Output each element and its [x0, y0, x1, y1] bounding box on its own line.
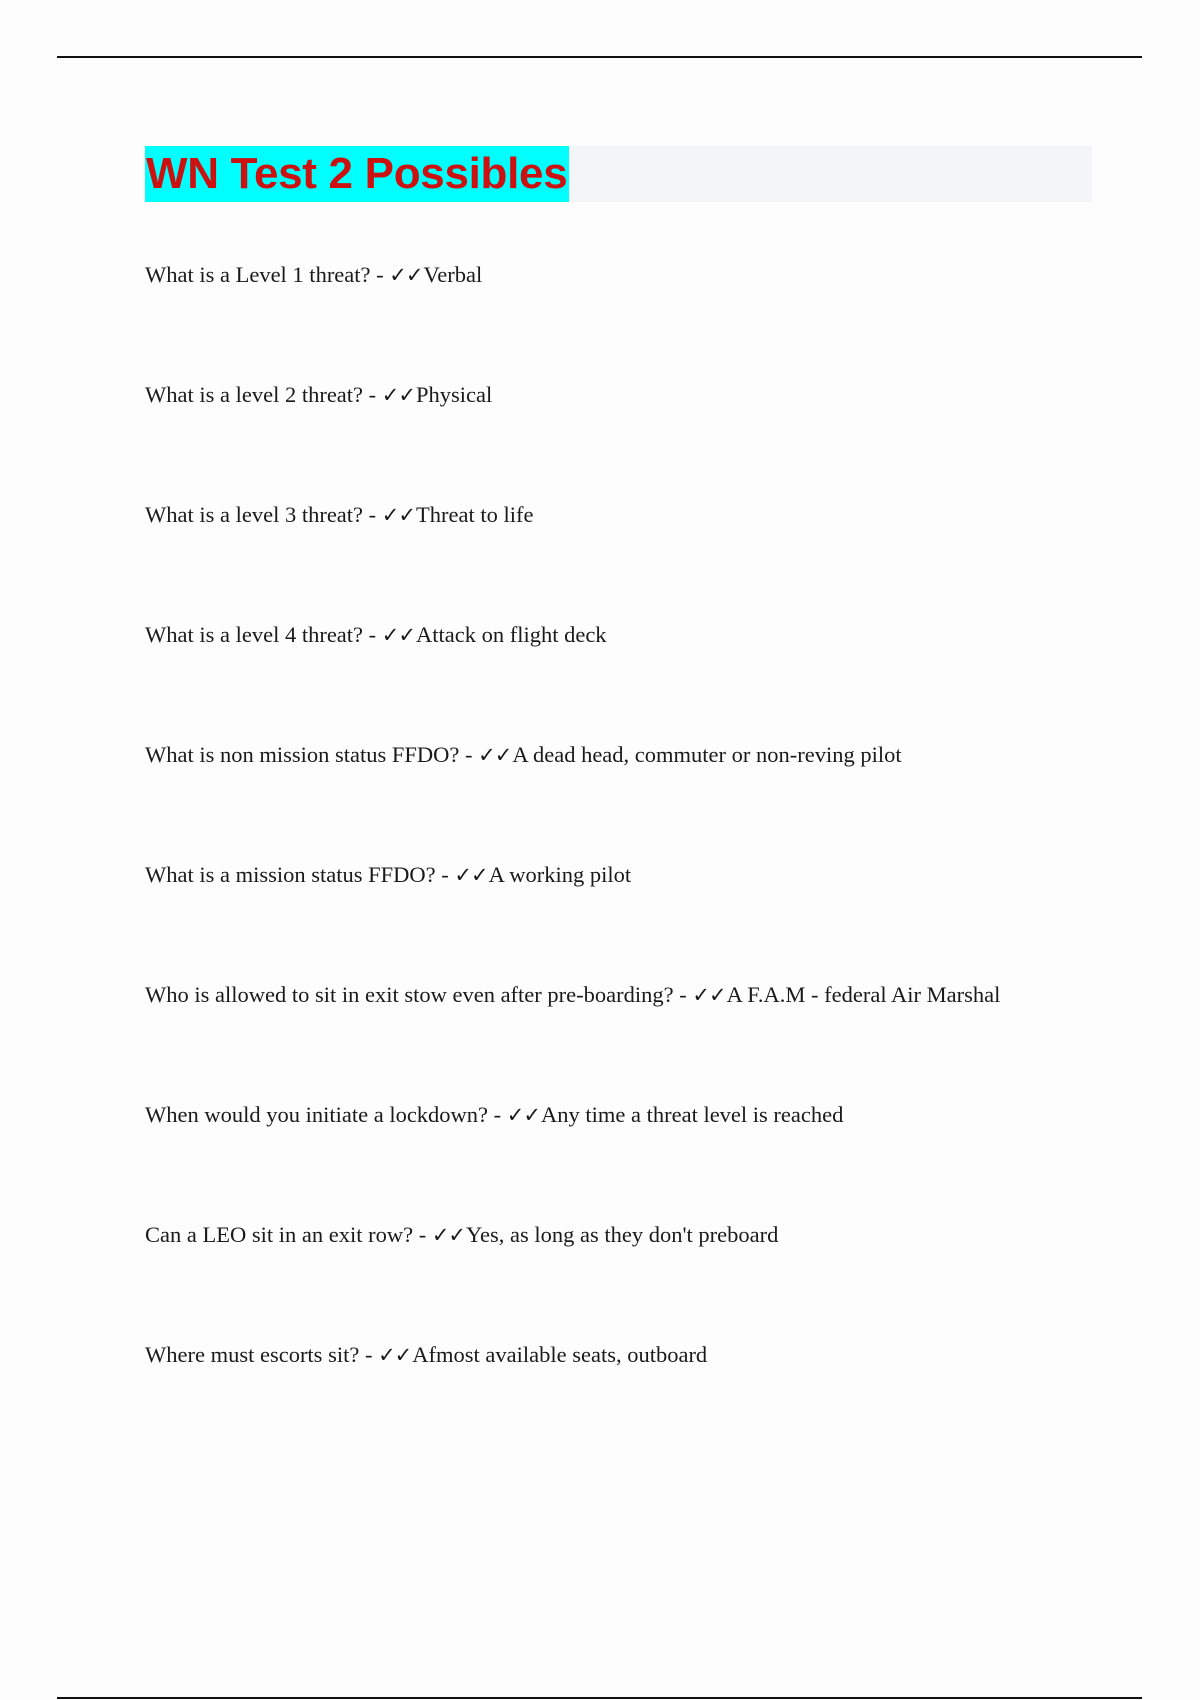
answer-text: A working pilot: [488, 862, 632, 887]
question-text: When would you initiate a lockdown?: [145, 1102, 489, 1127]
qa-item: [145, 378, 1145, 498]
question-text: What is a mission status FFDO?: [145, 862, 436, 887]
footer-rule: [57, 1697, 1142, 1699]
answer-text: Yes, as long as they don't preboard: [466, 1222, 779, 1247]
header-rule: [57, 56, 1142, 58]
qa-item: [145, 858, 1145, 978]
separator: -: [363, 502, 382, 527]
question-text: What is non mission status FFDO?: [145, 742, 460, 767]
question-text: What is a level 4 threat?: [145, 622, 364, 647]
document-title: WN Test 2 Possibles: [145, 146, 569, 202]
separator: -: [363, 622, 382, 647]
question-text: What is a level 3 threat?: [145, 502, 364, 527]
double-check-icon: ✓✓: [478, 743, 512, 767]
separator: -: [413, 1222, 432, 1247]
double-check-icon: ✓✓: [389, 263, 423, 287]
qa-item: [145, 1338, 1145, 1458]
answer-text: Any time a threat level is reached: [541, 1102, 844, 1127]
qa-list: [145, 258, 1145, 1458]
double-check-icon: ✓✓: [454, 863, 488, 887]
qa-item: [145, 738, 1145, 858]
separator: -: [488, 1102, 507, 1127]
double-check-icon: ✓✓: [381, 503, 415, 527]
double-check-icon: ✓✓: [381, 383, 415, 407]
answer-text: A F.A.M - federal Air Marshal: [726, 982, 1001, 1007]
answer-text: Afmost available seats, outboard: [412, 1342, 708, 1367]
qa-item: [145, 1218, 1145, 1338]
qa-item: [145, 1098, 1145, 1218]
separator: -: [370, 262, 390, 287]
double-check-icon: ✓✓: [378, 1343, 412, 1367]
separator: -: [673, 982, 693, 1007]
separator: -: [459, 742, 479, 767]
question-text: Can a LEO sit in an exit row?: [145, 1222, 414, 1247]
answer-text: A dead head, commuter or non-reving pilot: [512, 742, 902, 767]
double-check-icon: ✓✓: [381, 623, 415, 647]
qa-item: [145, 498, 1145, 618]
double-check-icon: ✓✓: [506, 1103, 540, 1127]
question-text: Where must escorts sit?: [145, 1342, 360, 1367]
question-text: Who is allowed to sit in exit stow even after pre-boarding?: [145, 982, 674, 1007]
answer-text: Verbal: [423, 262, 483, 287]
question-text: What is a level 2 threat?: [145, 382, 364, 407]
qa-item: [145, 258, 1145, 378]
separator: -: [435, 862, 455, 887]
separator: -: [363, 382, 382, 407]
question-text: What is a Level 1 threat?: [145, 262, 371, 287]
answer-text: Physical: [415, 382, 493, 407]
answer-text: Threat to life: [415, 502, 534, 527]
qa-item: [145, 618, 1145, 738]
double-check-icon: ✓✓: [431, 1223, 466, 1247]
qa-item: [145, 978, 1145, 1098]
answer-text: Attack on flight deck: [415, 622, 607, 647]
separator: -: [359, 1342, 379, 1367]
double-check-icon: ✓✓: [692, 983, 726, 1007]
